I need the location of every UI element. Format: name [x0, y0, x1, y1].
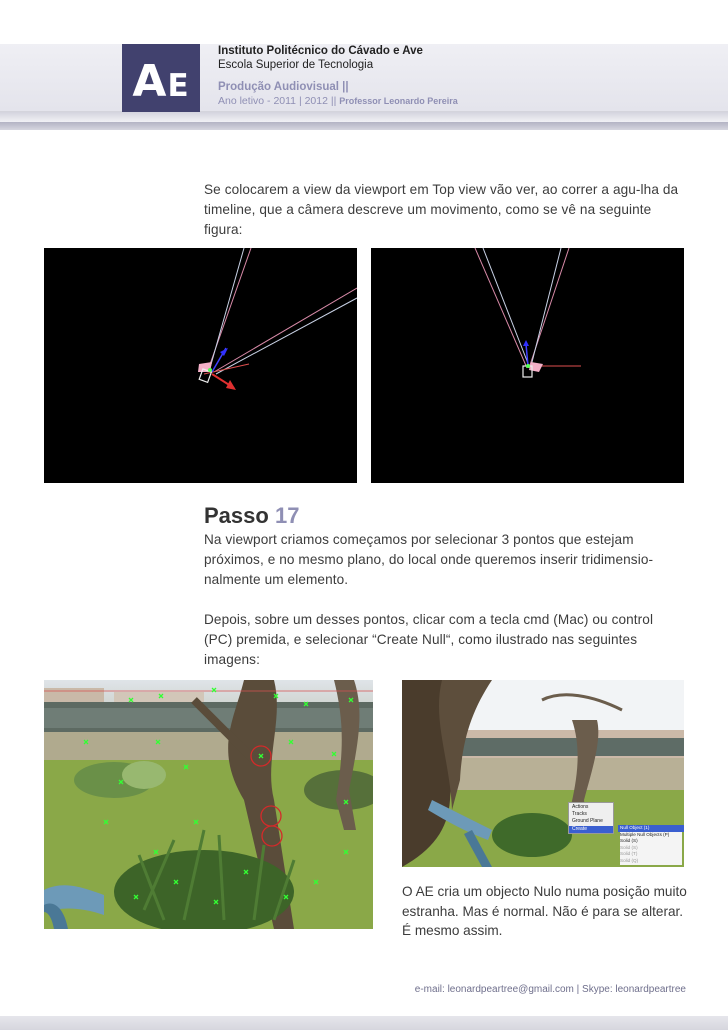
- tracked-garden-photo: [44, 680, 373, 929]
- institution-name: Instituto Politécnico do Cávado e Ave: [218, 45, 423, 57]
- context-menu[interactable]: [568, 802, 614, 834]
- top-view-figure-left: [44, 248, 357, 483]
- step-number: 17: [274, 503, 300, 528]
- logo-letter-a: A: [132, 56, 168, 107]
- submenu-solid-disabled-3: Solid (Q): [620, 858, 682, 865]
- top-view-figure-right: [371, 248, 684, 483]
- logo-letter-e: E: [167, 68, 190, 104]
- menu-item-create[interactable]: Create: [569, 826, 613, 833]
- header-divider: [0, 112, 728, 122]
- create-null-menu-photo: [402, 680, 684, 867]
- menu-item-tracks[interactable]: Tracks: [572, 811, 587, 818]
- figure-caption: O AE cria um objecto Nulo numa posição muito estranha. Mas é normal. Não é para se alterar. É mesmo assim.: [402, 884, 687, 938]
- year-text: Ano letivo - 2011 | 2012 ||: [218, 95, 337, 107]
- menu-item-actions[interactable]: Actions: [572, 804, 589, 810]
- context-submenu[interactable]: [618, 825, 684, 867]
- submenu-solid-disabled-1: Solid (S): [620, 845, 682, 852]
- professor-name: Professor Leonardo Pereira: [339, 96, 458, 106]
- step-paragraph-1: Na viewport criamos começamos por selecionar 3 pontos que estejam próximos, e no mesmo plano, do local onde queremos inserir tridimensio-nalmente um elemento.: [204, 532, 654, 587]
- ae-logo: [122, 44, 200, 112]
- submenu-solid[interactable]: Solid (S): [620, 838, 682, 845]
- submenu-multiple-null-objects[interactable]: Multiple Null Objects (P): [620, 832, 682, 839]
- menu-item-ground-plane[interactable]: Ground Plane: [572, 818, 603, 825]
- school-name: Escola Superior de Tecnologia: [218, 59, 374, 71]
- step-paragraph-2: Depois, sobre um desses pontos, clicar com a tecla cmd (Mac) ou control (PC) premida, e selecionar “Create Null“, como ilustrado nas seguintes imagens:: [204, 612, 654, 667]
- header-text: [218, 44, 458, 108]
- step-heading: [204, 503, 299, 529]
- submenu-null-object[interactable]: Null Object (1): [618, 825, 684, 832]
- footer-band: [0, 1016, 728, 1030]
- course-name: Produção Audiovisual ||: [218, 81, 349, 93]
- header-divider-dark: [0, 122, 728, 130]
- step-word: Passo: [204, 503, 269, 528]
- school-year: [218, 94, 458, 108]
- footer-contact: e-mail: leonardpeartree@gmail.com | Skype: leonardpeartree: [414, 984, 686, 995]
- submenu-solid-disabled-2: Solid (T): [620, 851, 682, 858]
- intro-paragraph: Se colocarem a view da viewport em Top view vão ver, ao correr a agu-lha da timeline, que a câmera descreve um movimento, como se vê na seguinte figura:: [204, 182, 679, 237]
